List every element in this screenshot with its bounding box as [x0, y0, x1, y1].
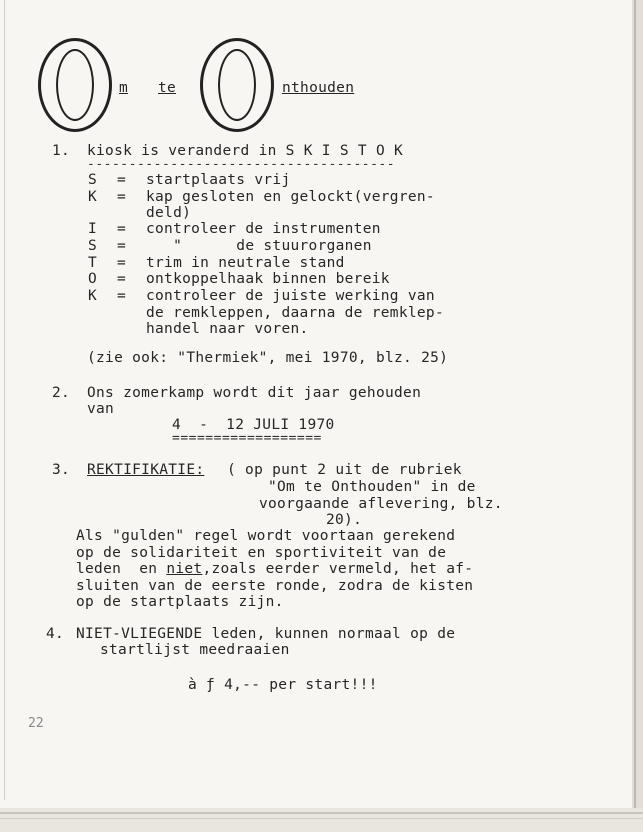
list-eq: =	[117, 221, 127, 237]
header-word-m: m	[119, 80, 129, 96]
page-number: 22	[28, 716, 44, 731]
list-text: trim in neutrale stand	[146, 255, 345, 271]
item1-number: 1.	[52, 143, 71, 159]
list-letter: T	[88, 255, 98, 271]
page-bottom-edge	[0, 808, 643, 832]
page-right-edge	[632, 0, 643, 832]
item3-body-line	[76, 561, 473, 578]
item1-reference: (zie ook: "Thermiek", mei 1970, blz. 25)	[87, 350, 449, 366]
page-left-edge	[4, 0, 5, 800]
list-text: ontkoppelhaak binnen bereik	[146, 271, 390, 287]
item4-price: à ƒ 4,-- per start!!!	[188, 677, 378, 693]
item2-dates: 4 - 12 JULI 1970	[172, 417, 335, 433]
item3-body-line: op de solidariteit en sportiviteit van de	[76, 545, 447, 561]
list-text: startplaats vrij	[146, 172, 291, 188]
item3-label: REKTIFIKATIE:	[87, 462, 205, 478]
item1-rule: -------------------------------------	[87, 157, 396, 172]
list-text: kap gesloten en gelockt(vergren-	[146, 189, 435, 205]
item3-body-text: ,zoals eerder vermeld, het af-	[202, 561, 474, 577]
header-big-o-left	[38, 38, 112, 132]
item3-paren-line: voorgaande aflevering, blz.	[259, 496, 503, 512]
item3-number: 3.	[52, 462, 71, 478]
item1-title: kiosk is veranderd in S K I S T O K	[87, 143, 404, 159]
list-eq: =	[117, 255, 127, 271]
header-word-te: te	[158, 80, 177, 96]
item2-rule: ==================	[172, 431, 322, 446]
list-letter: O	[88, 271, 98, 287]
list-text: handel naar voren.	[146, 321, 309, 337]
item3-body-text: leden en	[76, 561, 167, 577]
header-big-o-right	[200, 38, 274, 132]
item4-line1: NIET-VLIEGENDE leden, kunnen normaal op de	[76, 626, 456, 642]
list-eq: =	[117, 238, 127, 254]
list-eq: =	[117, 189, 127, 205]
list-letter: K	[88, 288, 98, 304]
list-letter: K	[88, 189, 98, 205]
item4-line2: startlijst meedraaien	[100, 642, 290, 658]
item4-number: 4.	[46, 626, 65, 642]
list-eq: =	[117, 271, 127, 287]
item2-number: 2.	[52, 385, 71, 401]
list-eq: =	[117, 172, 127, 188]
item3-body-line: Als "gulden" regel wordt voortaan gerekend	[76, 528, 456, 544]
list-letter: I	[88, 221, 98, 237]
item3-paren-line: 20).	[326, 512, 363, 528]
item3-body-line: sluiten van de eerste ronde, zodra de kisten	[76, 578, 474, 594]
list-letter: S	[88, 238, 98, 254]
list-text: controleer de instrumenten	[146, 221, 381, 237]
list-letter: S	[88, 172, 98, 188]
list-text: controleer de juiste werking van	[146, 288, 435, 304]
list-text: de remkleppen, daarna de remklep-	[146, 305, 444, 321]
list-text: " de stuurorganen	[146, 238, 372, 254]
list-eq: =	[117, 288, 127, 304]
header-word-nthouden: nthouden	[282, 80, 355, 96]
item3-paren-line: "Om te Onthouden" in de	[268, 479, 476, 495]
list-text: deld)	[146, 205, 192, 221]
item3-body-emphasis: niet	[166, 561, 203, 577]
item3-paren-line: ( op punt 2 uit de rubriek	[227, 462, 462, 478]
item2-line1: Ons zomerkamp wordt dit jaar gehouden	[87, 385, 422, 401]
item3-body-line: op de startplaats zijn.	[76, 594, 284, 610]
item2-line2: van	[87, 401, 115, 417]
